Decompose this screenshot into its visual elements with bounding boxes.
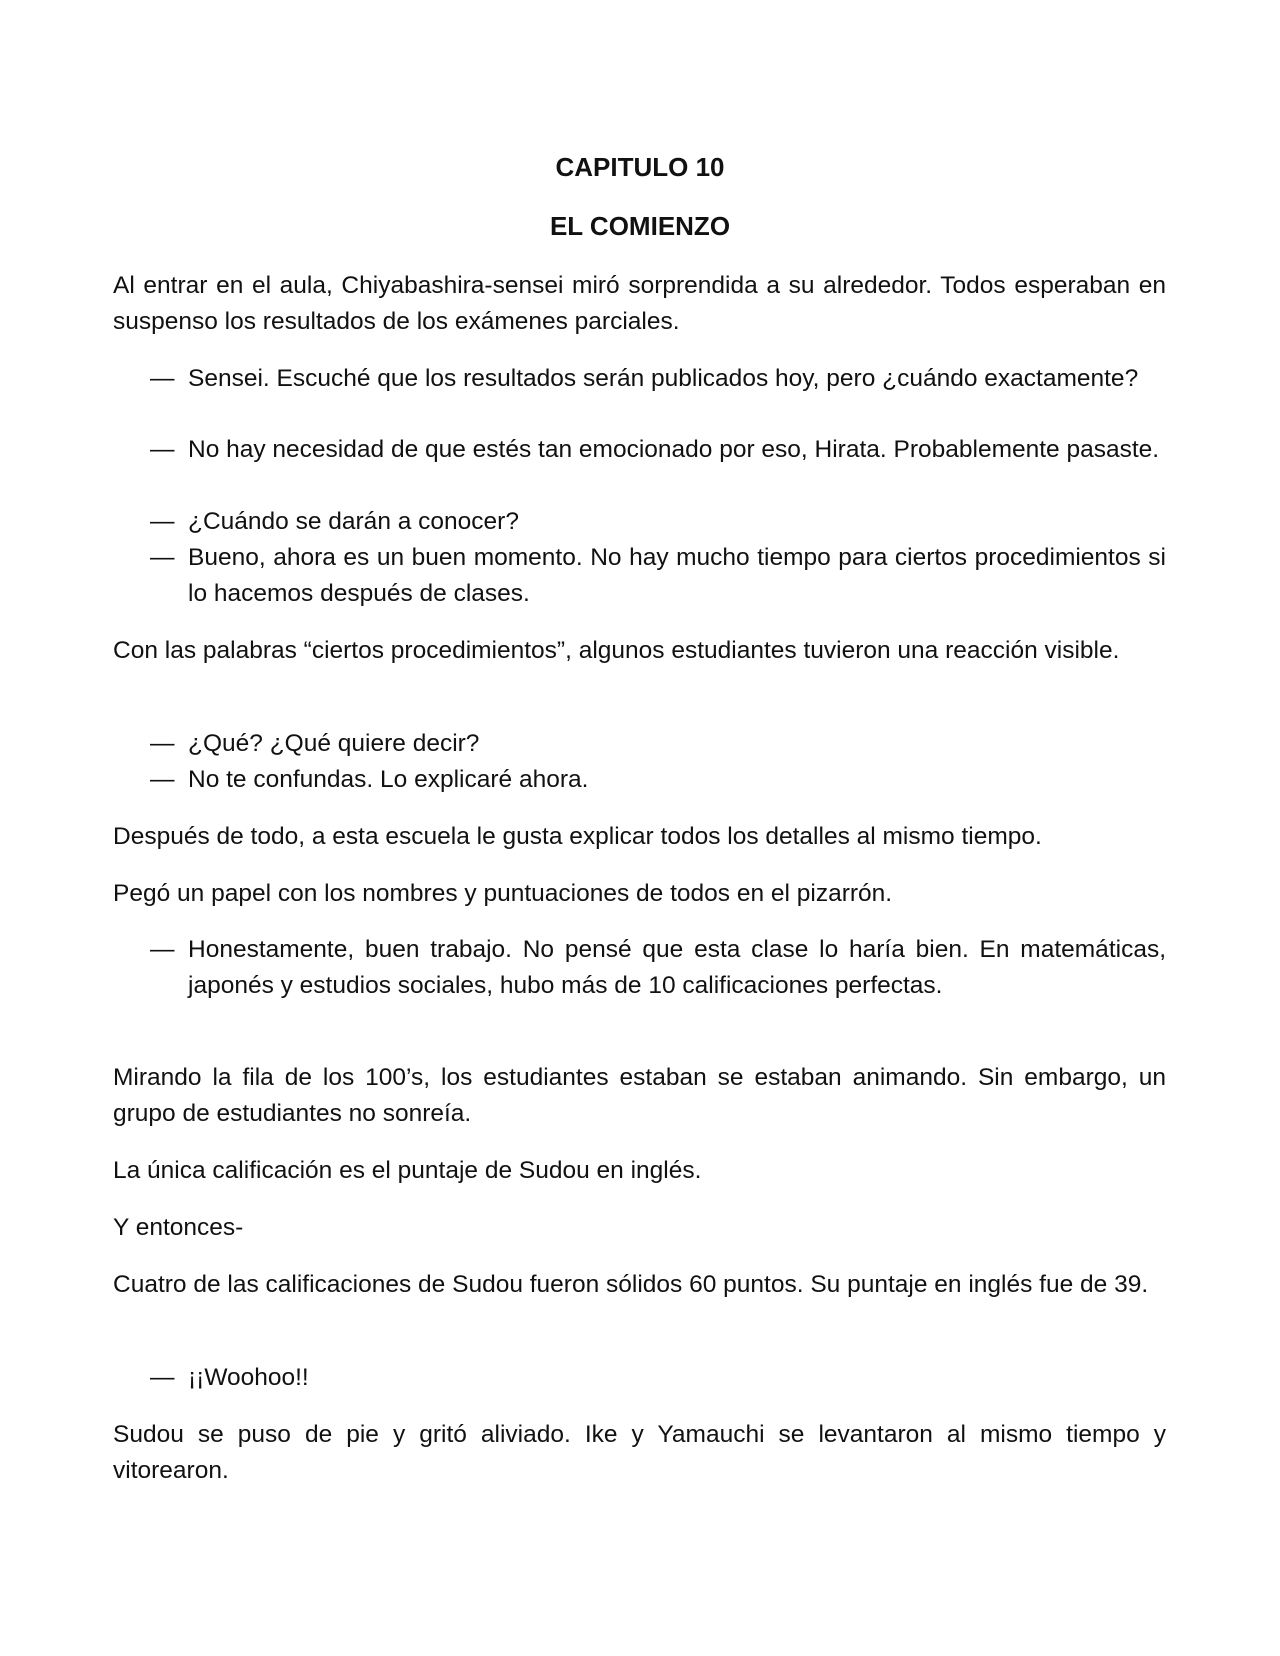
paragraph: La única calificación es el puntaje de Sudou en inglés. [113,1157,702,1184]
dialogue-line [150,361,1166,397]
dialogue-line [150,932,1166,1004]
chapter-title: CAPITULO 10 [555,152,725,182]
paragraph: Cuatro de las calificaciones de Sudou fueron sólidos 60 puntos. Su puntaje en inglés fue de 39. [113,1271,1149,1298]
dialogue-dash: — [150,1364,175,1391]
dialogue-text: Honestamente, buen trabajo. No pensé que esta clase lo haría bien. En matemáticas, japonés y estudios sociales, hubo más de 10 calificaciones perfectas. [188,936,1166,999]
dialogue-line [150,540,1166,612]
paragraph: Y entonces- [113,1214,244,1241]
dialogue-text: ¿Qué? ¿Qué quiere decir? [188,730,480,757]
dialogue-text: ¿Cuándo se darán a conocer? [188,508,519,535]
paragraph: Mirando la fila de los 100’s, los estudiantes estaban se estaban animando. Sin embargo, un grupo de estudiantes no sonreía. [113,1064,1166,1127]
paragraph: Sudou se puso de pie y gritó aliviado. Ike y Yamauchi se levantaron al mismo tiempo y vitorearon. [113,1421,1166,1484]
dialogue-text: No hay necesidad de que estés tan emocionado por eso, Hirata. Probablemente pasaste. [188,436,1160,463]
dialogue-line [150,504,1166,540]
dialogue-line [150,1360,1166,1396]
dialogue-dash: — [150,436,175,463]
dialogue-dash: — [150,508,175,535]
dialogue-text: Bueno, ahora es un buen momento. No hay mucho tiempo para ciertos procedimientos si lo hacemos después de clases. [188,544,1166,607]
paragraph: Con las palabras “ciertos procedimientos”, algunos estudiantes tuvieron una reacción visible. [113,637,1120,664]
paragraph: Al entrar en el aula, Chiyabashira-sensei miró sorprendida a su alrededor. Todos esperaban en suspenso los resultados de los exámenes parciales. [113,272,1166,335]
dialogue-dash: — [150,730,175,757]
dialogue-line [150,432,1166,468]
chapter-subtitle: EL COMIENZO [549,211,731,241]
dialogue-text: Sensei. Escuché que los resultados serán publicados hoy, pero ¿cuándo exactamente? [188,365,1139,392]
dialogue-text: No te confundas. Lo explicaré ahora. [188,766,589,793]
dialogue-text: ¡¡Woohoo!! [188,1364,309,1391]
dialogue-line [150,762,1166,798]
dialogue-dash: — [150,766,175,793]
dialogue-line [150,726,1166,762]
paragraph: Después de todo, a esta escuela le gusta explicar todos los detalles al mismo tiempo. [113,823,1042,850]
dialogue-dash: — [150,365,175,392]
dialogue-dash: — [150,936,175,963]
dialogue-dash: — [150,544,175,571]
paragraph: Pegó un papel con los nombres y puntuaciones de todos en el pizarrón. [113,880,893,907]
